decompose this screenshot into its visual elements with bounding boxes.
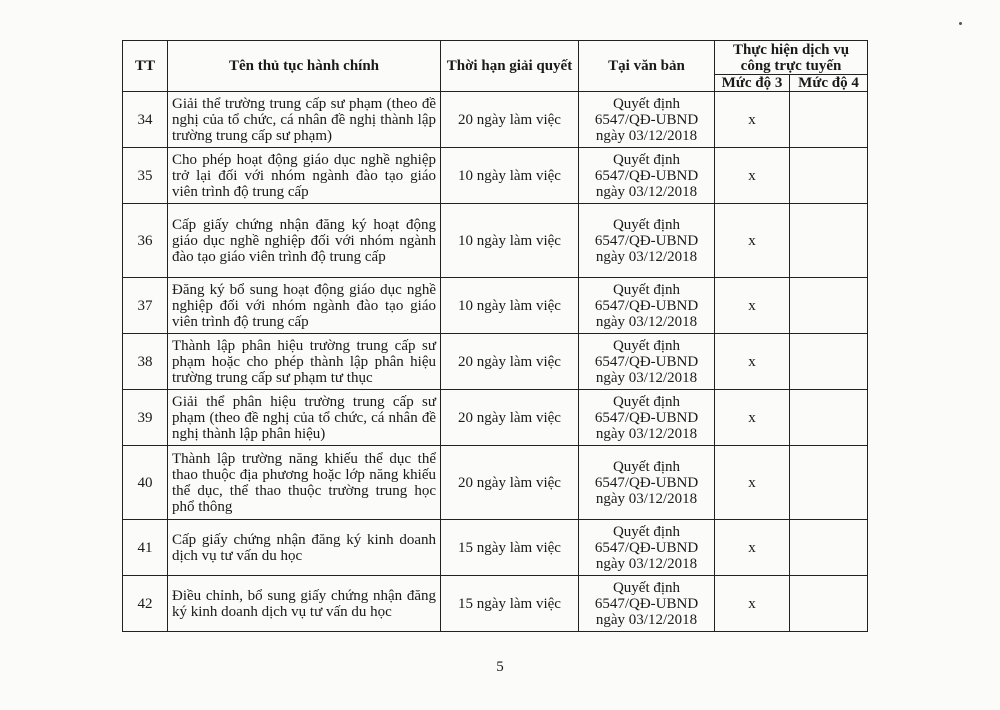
processing-time: 15 ngày làm việc <box>441 520 579 576</box>
processing-time: 20 ngày làm việc <box>441 334 579 390</box>
level-4-mark <box>790 390 868 446</box>
level-3-mark: x <box>715 520 790 576</box>
row-number: 38 <box>123 334 168 390</box>
table-row <box>123 520 868 576</box>
row-number: 41 <box>123 520 168 576</box>
document-line: Quyết định <box>612 95 681 112</box>
procedure-name: Cấp giấy chứng nhận đăng ký kinh doanh dịch vụ tư vấn du học <box>168 520 441 576</box>
document-line: Quyết định <box>612 337 681 354</box>
document-line: Quyết định <box>612 216 681 233</box>
level-4-mark <box>790 334 868 390</box>
level-4-mark <box>790 576 868 632</box>
row-number: 42 <box>123 576 168 632</box>
table-row <box>123 576 868 632</box>
legal-document <box>579 278 715 334</box>
row-number: 34 <box>123 92 168 148</box>
procedure-name: Giải thể trường trung cấp sư phạm (theo đề nghị của tổ chức, cá nhân đề nghị thành lập trường trung cấp sư phạm) <box>168 92 441 148</box>
legal-document <box>579 576 715 632</box>
document-line: ngày 03/12/2018 <box>595 127 698 144</box>
table-row <box>123 148 868 204</box>
level-4-mark <box>790 520 868 576</box>
document-line: 6547/QĐ-UBND <box>594 297 699 314</box>
document-line: ngày 03/12/2018 <box>595 490 698 507</box>
table-row <box>123 446 868 520</box>
header-level-4: Mức độ 4 <box>790 75 868 92</box>
document-line: 6547/QĐ-UBND <box>594 539 699 556</box>
level-4-mark <box>790 92 868 148</box>
level-4-mark <box>790 148 868 204</box>
procedure-name: Thành lập trường năng khiếu thể dục thể thao thuộc địa phương hoặc lớp năng khiếu thể dục, thể thao thuộc trường trung học phổ thông <box>168 446 441 520</box>
document-line: ngày 03/12/2018 <box>595 313 698 330</box>
level-3-mark: x <box>715 148 790 204</box>
row-number: 40 <box>123 446 168 520</box>
procedures-table <box>122 40 868 632</box>
processing-time: 20 ngày làm việc <box>441 390 579 446</box>
header-tt: TT <box>123 41 168 92</box>
level-3-mark: x <box>715 390 790 446</box>
table-row <box>123 390 868 446</box>
table-row <box>123 278 868 334</box>
header-name: Tên thủ tục hành chính <box>168 41 441 92</box>
legal-document <box>579 446 715 520</box>
document-line: Quyết định <box>612 393 681 410</box>
legal-document <box>579 92 715 148</box>
document-line: ngày 03/12/2018 <box>595 425 698 442</box>
processing-time: 10 ngày làm việc <box>441 148 579 204</box>
processing-time: 10 ngày làm việc <box>441 278 579 334</box>
document-line: 6547/QĐ-UBND <box>594 409 699 426</box>
level-3-mark: x <box>715 446 790 520</box>
table-row <box>123 334 868 390</box>
legal-document <box>579 390 715 446</box>
document-line: Quyết định <box>612 523 681 540</box>
document-line: 6547/QĐ-UBND <box>594 474 699 491</box>
processing-time: 20 ngày làm việc <box>441 446 579 520</box>
header-online-service: Thực hiện dịch vụ công trực tuyến <box>715 41 868 75</box>
level-3-mark: x <box>715 204 790 278</box>
legal-document <box>579 204 715 278</box>
document-line: 6547/QĐ-UBND <box>594 595 699 612</box>
level-4-mark <box>790 446 868 520</box>
page-number: 5 <box>496 659 504 675</box>
document-line: 6547/QĐ-UBND <box>594 111 699 128</box>
level-4-mark <box>790 204 868 278</box>
row-number: 35 <box>123 148 168 204</box>
table-row <box>123 204 868 278</box>
document-line: Quyết định <box>612 151 681 168</box>
procedure-name: Thành lập phân hiệu trường trung cấp sư phạm hoặc cho phép thành lập phân hiệu trường trung cấp sư phạm tư thục <box>168 334 441 390</box>
header-document: Tại văn bản <box>579 41 715 92</box>
table-row <box>123 92 868 148</box>
document-line: Quyết định <box>612 579 681 596</box>
procedure-name: Giải thể phân hiệu trường trung cấp sư phạm (theo đề nghị của tổ chức, cá nhân đề nghị thành lập phân hiệu) <box>168 390 441 446</box>
level-3-mark: x <box>715 92 790 148</box>
header-time: Thời hạn giải quyết <box>441 41 579 92</box>
document-line: 6547/QĐ-UBND <box>594 167 699 184</box>
document-line: ngày 03/12/2018 <box>595 369 698 386</box>
document-line: 6547/QĐ-UBND <box>594 353 699 370</box>
row-number: 37 <box>123 278 168 334</box>
level-3-mark: x <box>715 278 790 334</box>
row-number: 36 <box>123 204 168 278</box>
document-line: Quyết định <box>612 281 681 298</box>
legal-document <box>579 520 715 576</box>
scan-speck <box>959 22 962 25</box>
document-line: Quyết định <box>612 458 681 475</box>
procedure-name: Đăng ký bổ sung hoạt động giáo dục nghề nghiệp đối với nhóm ngành đào tạo giáo viên trình độ trung cấp <box>168 278 441 334</box>
document-line: ngày 03/12/2018 <box>595 555 698 572</box>
legal-document <box>579 334 715 390</box>
row-number: 39 <box>123 390 168 446</box>
processing-time: 10 ngày làm việc <box>441 204 579 278</box>
legal-document <box>579 148 715 204</box>
procedure-name: Cấp giấy chứng nhận đăng ký hoạt động giáo dục nghề nghiệp đối với nhóm ngành đào tạo giáo viên trình độ trung cấp <box>168 204 441 278</box>
processing-time: 20 ngày làm việc <box>441 92 579 148</box>
header-level-3: Mức độ 3 <box>715 75 790 92</box>
procedure-name: Điều chỉnh, bổ sung giấy chứng nhận đăng ký kinh doanh dịch vụ tư vấn du học <box>168 576 441 632</box>
processing-time: 15 ngày làm việc <box>441 576 579 632</box>
document-line: ngày 03/12/2018 <box>595 183 698 200</box>
document-line: 6547/QĐ-UBND <box>594 232 699 249</box>
level-3-mark: x <box>715 576 790 632</box>
document-line: ngày 03/12/2018 <box>595 248 698 265</box>
document-line: ngày 03/12/2018 <box>595 611 698 628</box>
procedure-name: Cho phép hoạt động giáo dục nghề nghiệp trở lại đối với nhóm ngành đào tạo giáo viên trình độ trung cấp <box>168 148 441 204</box>
level-3-mark: x <box>715 334 790 390</box>
level-4-mark <box>790 278 868 334</box>
